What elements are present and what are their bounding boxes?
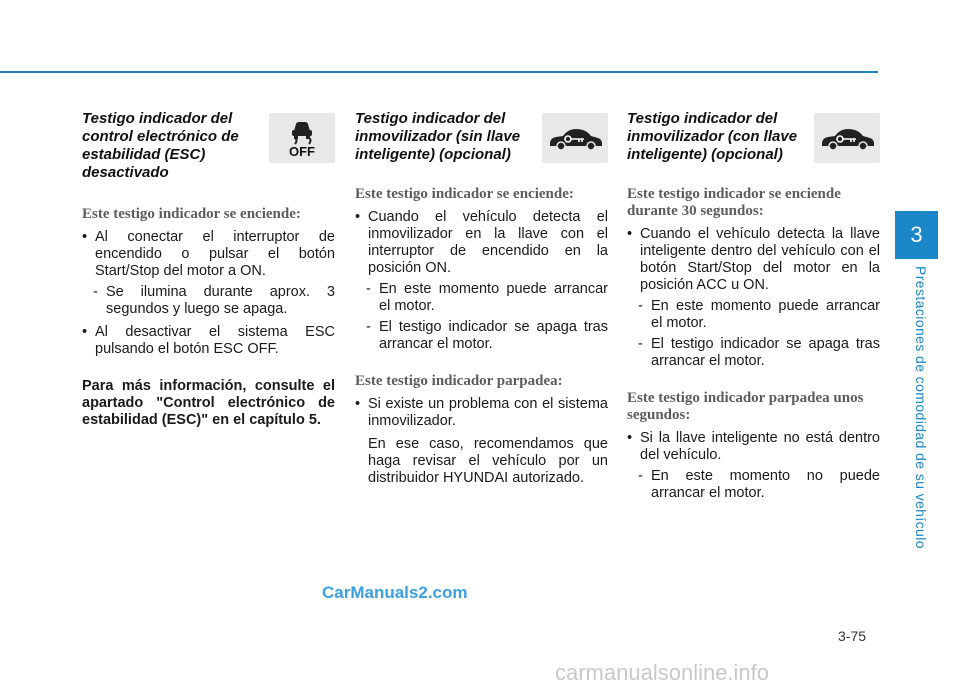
subhead-blink: Este testigo indicador parpadea unos segundos:: [627, 390, 864, 423]
chapter-number-tab: [895, 211, 938, 259]
reference-note: Para más información, consulte el apartado "Control electrónico de estabilidad (ESC)" en el capítulo 5.: [82, 378, 335, 428]
list-subitem: - El testigo indicador se apaga tras arrancar el motor.: [366, 319, 608, 352]
section-title: Testigo indicador del control electrónico de estabilidad (ESC) desactivado: [82, 110, 239, 181]
skidding-car-icon: [287, 119, 317, 145]
esc-off-indicator-icon: [269, 113, 335, 163]
chapter-number: 3: [910, 222, 923, 247]
list-item: • Si la llave inteligente no está dentro del vehículo.: [627, 430, 880, 464]
list-item: • Al conectar el interruptor de encendido o pulsar el botón Start/Stop del motor a ON.: [82, 229, 335, 280]
list-subitem: - En este momento puede arrancar el motor.: [366, 281, 608, 314]
list-item: • Al desactivar el sistema ESC pulsando el botón ESC OFF.: [82, 324, 335, 358]
list-subitem: - En este momento puede arrancar el motor.: [638, 298, 880, 331]
section-immobilizer-no-smart-key: [355, 110, 608, 487]
subhead-on: Este testigo indicador se enciende:: [82, 206, 301, 222]
list-item: • Cuando el vehículo detecta la llave inteligente dentro del vehículo con el botón Start/Stop del motor en la posición ACC u ON.: [627, 226, 880, 294]
car-key-icon: [546, 124, 604, 152]
list-item: • Cuando el vehículo detecta el inmovilizador en la llave con el interruptor de encendido en la posición ON.: [355, 209, 608, 277]
section-esc-off: [82, 110, 335, 429]
subhead-blink: Este testigo indicador parpadea:: [355, 373, 563, 389]
watermark-footer: carmanualsonline.info: [555, 660, 770, 685]
immobilizer-indicator: [542, 113, 608, 163]
section-title: Testigo indicador del inmovilizador (con llave inteligente) (opcional): [627, 110, 798, 163]
list-subitem: - En este momento no puede arrancar el motor.: [638, 468, 880, 501]
watermark-link[interactable]: CarManuals2.com: [322, 583, 468, 602]
immobilizer-indicator: [814, 113, 880, 163]
list-item: • Si existe un problema con el sistema inmovilizador.: [355, 396, 608, 430]
paragraph: En ese caso, recomendamos que haga revisar el vehículo por un distribuidor HYUNDAI autorizado.: [368, 436, 608, 486]
off-label: OFF: [289, 143, 315, 159]
list-subitem: - Se ilumina durante aprox. 3 segundos y luego se apaga.: [93, 284, 335, 317]
subhead-on: Este testigo indicador se enciende:: [355, 186, 574, 202]
car-key-icon: [818, 124, 876, 152]
section-title: Testigo indicador del inmovilizador (sin llave inteligente) (opcional): [355, 110, 521, 163]
chapter-title: Prestaciones de comodidad de su vehículo: [913, 266, 929, 549]
page-number: 3-75: [838, 628, 867, 644]
subhead-on: Este testigo indicador se enciende durante 30 segundos:: [627, 186, 841, 219]
section-immobilizer-smart-key: [627, 110, 880, 504]
header-rule: [0, 71, 878, 73]
list-subitem: - El testigo indicador se apaga tras arrancar el motor.: [638, 336, 880, 369]
